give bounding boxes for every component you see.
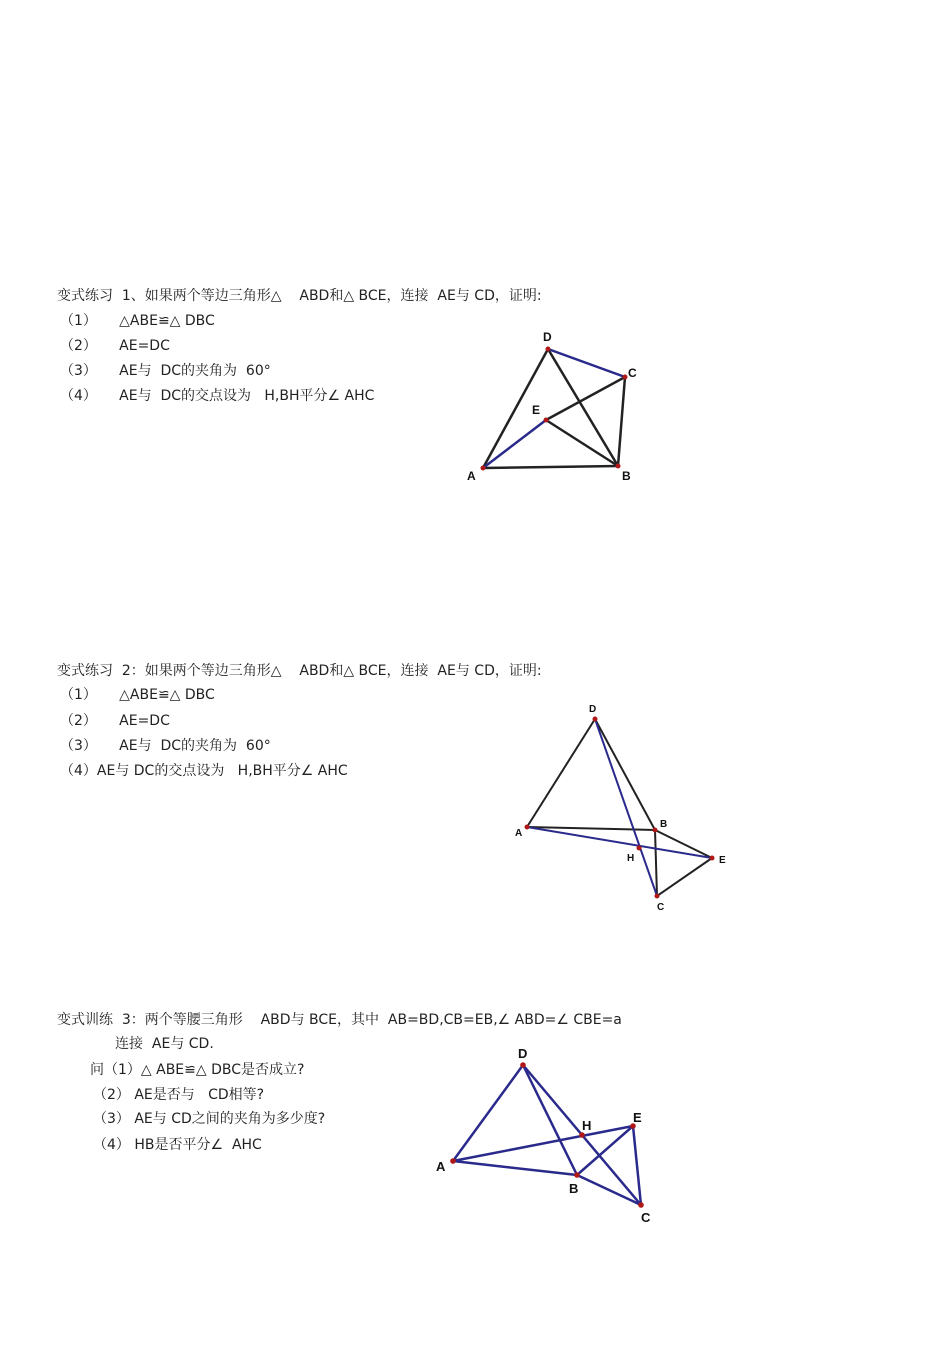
segment-cb <box>618 377 625 466</box>
point-d <box>546 347 551 352</box>
label-e: E <box>719 855 726 866</box>
exercise-2-item-2: （2） AE=DC <box>60 713 170 729</box>
segment-ec <box>633 1126 641 1205</box>
label-c: C <box>657 902 665 913</box>
label-d: D <box>518 1046 528 1061</box>
segment-ae <box>453 1126 633 1161</box>
exercise-3-item-2: （2） AE是否与 CD相等? <box>93 1087 265 1103</box>
segment-dc <box>548 349 625 377</box>
exercise-1-title: 变式练习 1、如果两个等边三角形△ ABD和△ BCE，连接 AE与 CD，证明: <box>57 288 542 304</box>
point-a <box>525 825 530 830</box>
segment-eb <box>546 420 618 466</box>
exercise-2-item-4: （4）AE与 DC的交点设为 H,BH平分∠ AHC <box>60 763 348 779</box>
segment-dc <box>595 719 657 896</box>
segment-ab <box>483 466 618 468</box>
label-h: H <box>627 853 635 864</box>
exercise-3-subtitle: 连接 AE与 CD. <box>115 1036 214 1052</box>
segment-ad <box>527 719 595 827</box>
label-a: A <box>467 469 476 483</box>
label-h: H <box>582 1118 592 1133</box>
point-d <box>520 1062 526 1068</box>
label-d: D <box>543 330 552 344</box>
segment-bc <box>577 1175 641 1205</box>
point-c <box>623 375 628 380</box>
label-d: D <box>589 704 597 715</box>
point-c <box>655 894 660 899</box>
point-b <box>574 1172 580 1178</box>
exercise-3-title: 变式训练 3：两个等腰三角形 ABD与 BCE，其中 AB=BD,CB=EB,∠ ABD=∠ CBE=a <box>57 1012 622 1028</box>
label-b: B <box>622 469 631 483</box>
point-b <box>653 828 658 833</box>
exercise-3-item-4: （4） HB是否平分∠ AHC <box>93 1137 262 1153</box>
exercise-1-item-3: （3） AE与 DC的夹角为 60° <box>60 363 271 379</box>
exercise-2-title: 变式练习 2：如果两个等边三角形△ ABD和△ BCE，连接 AE与 CD，证明: <box>57 663 542 679</box>
point-h <box>579 1132 585 1138</box>
label-b: B <box>569 1181 579 1196</box>
segment-ec <box>657 858 712 896</box>
segment-ae <box>527 827 712 858</box>
exercise-2-item-1: （1） △ABE≌△ DBC <box>60 687 215 703</box>
segment-ad <box>453 1065 523 1161</box>
segment-db <box>548 349 618 466</box>
point-e <box>710 856 715 861</box>
point-b <box>616 464 621 469</box>
point-a <box>481 466 486 471</box>
point-a <box>450 1158 456 1164</box>
exercise-1-figure <box>460 325 660 495</box>
label-a: A <box>436 1159 446 1174</box>
exercise-1-item-4: （4） AE与 DC的交点设为 H,BH平分∠ AHC <box>60 388 375 404</box>
label-a: A <box>515 828 523 839</box>
exercise-1-item-1: （1） △ABE≌△ DBC <box>60 313 215 329</box>
exercise-2-figure <box>505 700 735 920</box>
segment-bc <box>655 830 657 896</box>
label-e: E <box>633 1110 642 1125</box>
point-d <box>593 717 598 722</box>
segment-db <box>595 719 655 830</box>
label-b: B <box>660 819 668 830</box>
label-e: E <box>532 403 541 417</box>
exercise-1-item-2: （2） AE=DC <box>60 338 170 354</box>
exercise-3-item-1: 问（1）△ ABE≌△ DBC是否成立? <box>90 1062 305 1078</box>
exercise-3-item-3: （3） AE与 CD之间的夹角为多少度? <box>93 1111 326 1127</box>
exercise-2-item-3: （3） AE与 DC的夹角为 60° <box>60 738 271 754</box>
label-c: C <box>628 366 637 380</box>
segment-ab <box>453 1161 577 1175</box>
exercise-3-figure <box>430 1040 670 1230</box>
point-h <box>637 846 642 851</box>
segment-be <box>577 1126 633 1175</box>
point-e <box>544 418 549 423</box>
segment-ae <box>483 420 546 468</box>
point-c <box>638 1202 644 1208</box>
label-c: C <box>641 1210 651 1225</box>
